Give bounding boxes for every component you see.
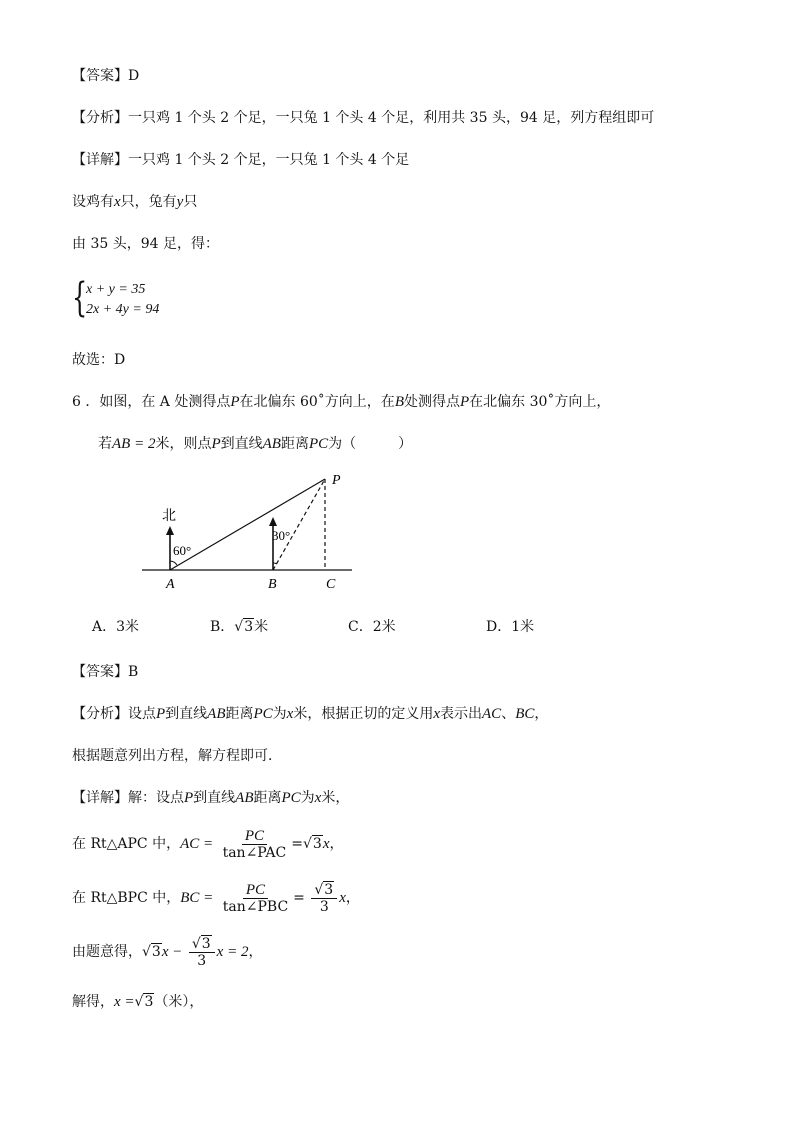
q5-detail-line [72,150,409,170]
option-d-text: D．1米 [486,619,535,635]
line-bp [273,479,325,570]
text: 根据题意列出方程，解方程即可． [72,748,282,764]
term: x − [161,944,183,960]
option-c [348,616,396,636]
radicand: 3 [151,944,161,960]
text: 解：设点 [128,790,184,806]
text: 由题意得， [72,944,142,960]
angle-60-label: 60° [173,543,192,558]
q6-rt1-line [72,826,344,862]
var-ab: AB [262,436,281,452]
fraction [311,882,337,915]
point-b-label: B [268,577,277,592]
text: 在北偏东 60˚方向上，在 [239,394,395,410]
q6-analysis-line1 [72,704,548,724]
text: 到直线 [165,706,208,722]
text: 米，根据正切的定义用 [293,706,434,722]
sqrt: √3 [134,994,154,1010]
angle-arc-a [170,561,177,565]
sqrt: √3 [314,881,334,898]
analysis-tag: 【分析】 [72,110,128,126]
denominator: 3 [197,952,207,969]
var-pc: PC [281,790,301,806]
text: 设点 [128,706,156,722]
analysis-text: 一只鸡 1 个头 2 个足，一只兔 1 个头 4 个足，利用共 35 头，94 足，列方程组即可 [128,110,655,126]
fraction [220,882,291,915]
denominator: 3 [319,898,329,915]
var-pc: PC [308,436,329,452]
numerator: PC [243,882,268,899]
q6-equation-line [72,934,262,970]
option-a [92,616,139,636]
text: 处测得点 [403,394,460,410]
option-b [210,616,268,636]
option-d [486,616,534,636]
q5-set-line [72,192,197,212]
radicand: 3 [312,836,322,852]
fraction [189,936,215,969]
var-p: P [184,790,194,806]
sqrt: √3 [191,935,211,952]
text: ， [248,944,263,960]
text: 、 [501,706,516,722]
answer-tag: 【答案】 [72,664,128,680]
equation-1: x + y = 35 [86,282,146,297]
text: 解得， [72,994,114,1010]
text: ， [534,706,549,722]
text: 在北偏东 30˚方向上， [469,394,611,410]
radicand: 3 [244,619,254,635]
detail-tag: 【详解】 [72,790,128,806]
analysis-tag: 【分析】 [72,706,128,722]
option-b-prefix: B． [210,619,235,635]
answer-value: B [128,664,139,680]
answer-value: D [128,68,140,84]
denominator: tan∠PAC [222,844,287,861]
text: 若 [98,436,112,452]
q6-detail-line [72,788,349,808]
lhs: AC = [180,836,214,852]
var-p: P [156,706,166,722]
text: 距离 [253,790,282,806]
q6-analysis-line2 [72,746,282,766]
text: 米， [321,790,350,806]
text: 在 Rt△BPC 中， [72,890,181,906]
radicand: 3 [201,935,211,952]
north-label: 北 [162,508,176,524]
text: 由 35 头，94 足，得： [72,236,219,252]
text: 为（ ） [328,436,413,452]
sqrt: √3 [234,619,254,635]
q6-answer-line [72,662,138,682]
text: 在 Rt△APC 中， [72,836,181,852]
geometry-diagram [140,470,370,595]
text: 设鸡有 [72,194,114,210]
ab-eq: AB = 2 [112,436,156,452]
numerator [189,936,215,953]
equation-2: 2x + 4y = 94 [86,302,160,317]
point-a-label: A [166,577,175,592]
var-ab: AB [207,706,226,722]
text: 到直线 [193,790,236,806]
q6-solution-line [72,992,203,1012]
term: x = 2 [216,944,249,960]
text: 只 [183,194,198,210]
var-pc: PC [253,706,273,722]
text: 为 [272,706,287,722]
text: 只，兔有 [120,194,177,210]
q6-stem-line1 [72,392,610,412]
equals: = [293,890,305,906]
point-p-label: P [332,473,341,488]
arrowhead-a-icon [166,526,174,535]
text: 距离 [280,436,309,452]
fraction [220,828,290,861]
term: x = [114,994,135,1010]
var-ac: AC [482,706,502,722]
detail-tag: 【详解】 [72,152,128,168]
option-c-text: C．2米 [348,619,396,635]
text: 米，则点 [155,436,212,452]
equation-system [72,275,272,321]
var-x: x [114,194,121,210]
angle-30-label: 30° [272,528,291,543]
text: 为 [300,790,315,806]
radicand: 3 [324,881,334,898]
arrowhead-b-icon [269,517,277,526]
q6-rt2-line [72,880,360,916]
sqrt: √3 [303,836,322,852]
answer-tag: 【答案】 [72,68,128,84]
text: ， [345,890,360,906]
sqrt: √3 [142,944,161,960]
text: 表示出 [440,706,483,722]
numerator: PC [242,828,267,845]
var-x: x [433,706,441,722]
text: 到直线 [220,436,263,452]
option-a-text: A．3米 [92,619,140,635]
var-ab: AB [235,790,254,806]
var-p: P [459,394,470,410]
lhs: BC = [180,890,214,906]
text: 6 ．如图，在 A 处测得点 [72,394,231,410]
brace: { [72,275,88,321]
text: （米）， [154,994,204,1010]
choose-text: 故选：D [72,352,126,368]
numerator [311,882,337,899]
var-x: x [322,836,330,852]
q5-choose-line [72,350,125,370]
q5-from-line [72,234,219,254]
equals: = [291,836,303,852]
text: ， [329,836,344,852]
var-y: y [176,194,184,210]
q5-answer-line [72,66,139,86]
var-p: P [211,436,221,452]
radicand: 3 [144,994,154,1010]
option-b-suffix: 米 [254,619,269,635]
point-c-label: C [326,577,336,592]
var-bc: BC [515,706,535,722]
var-x: x [314,790,322,806]
q6-stem-line2 [98,434,412,454]
line-ap [170,479,325,570]
var-p: P [230,394,240,410]
var-x: x [286,706,294,722]
text: 距离 [225,706,254,722]
var-x: x [339,890,346,906]
q5-analysis-line [72,108,654,128]
detail-text: 一只鸡 1 个头 2 个足，一只兔 1 个头 4 个足 [128,152,410,168]
var-b: B [394,394,404,410]
denominator: tan∠PBC [222,898,289,915]
